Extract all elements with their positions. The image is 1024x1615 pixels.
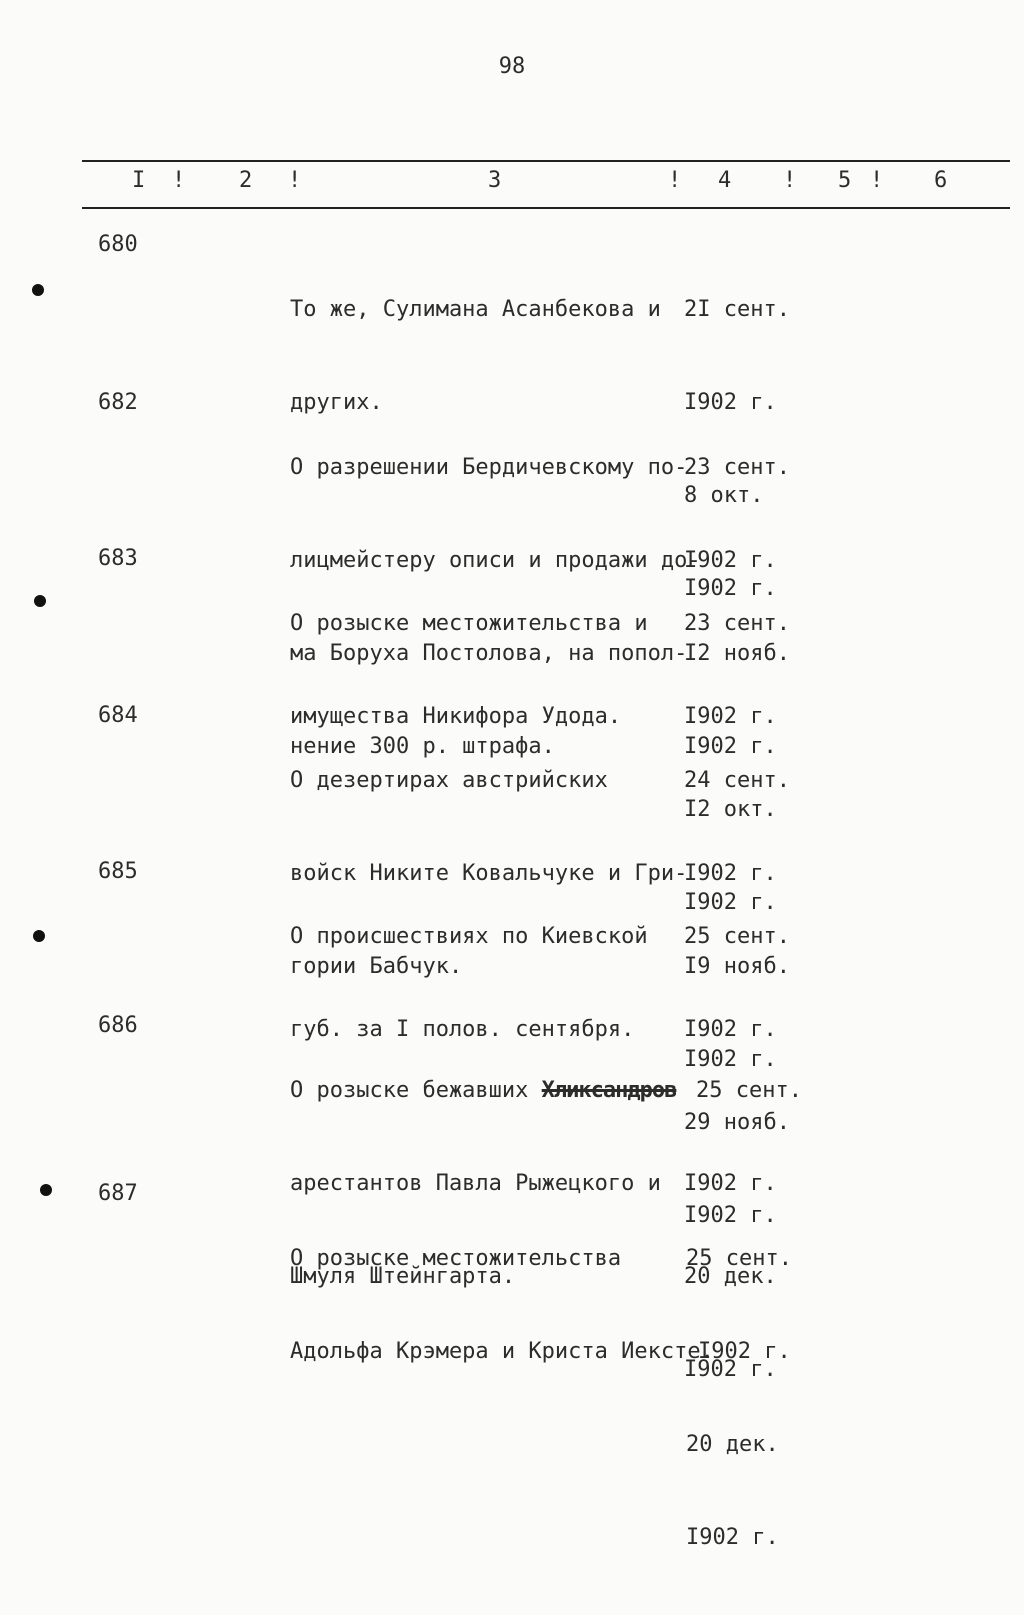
column-separator: ! — [870, 168, 884, 193]
page-number: 98 — [498, 54, 526, 79]
date-line: 25 сент. — [686, 1246, 792, 1271]
entry-number: 686 — [98, 1013, 138, 1038]
description-line: ма Боруха Постолова, на попол- — [290, 641, 688, 666]
description-line: имущества Никифора Удода. — [290, 704, 622, 729]
date-line: I902 г. — [698, 1339, 791, 1364]
date-line: I902 г. — [684, 1203, 777, 1228]
description-line: О происшествиях по Киевской — [290, 924, 648, 949]
date-line: I902 г. — [684, 734, 777, 759]
date-line: 20 дек. — [684, 1264, 777, 1289]
date-line: 24 сент. — [684, 768, 790, 793]
date-line: I902 г. — [684, 1047, 777, 1072]
date-line: I902 г. — [684, 1017, 777, 1042]
description-line: Адольфа Крэмера и Криста Иексте. — [290, 1339, 714, 1364]
entry-number: 687 — [98, 1181, 138, 1206]
date-line: I902 г. — [684, 704, 777, 729]
date-line: I2 нояб. — [684, 641, 790, 666]
entry-number: 685 — [98, 859, 138, 884]
date-line: I902 г. — [684, 861, 777, 886]
struck-out-word: Хликсандров — [541, 1078, 677, 1103]
date-line: 23 сент. — [684, 611, 790, 636]
description-line: О розыске местожительства и — [290, 611, 648, 636]
binding-hole-mark — [33, 930, 45, 942]
binding-hole-mark — [34, 595, 46, 607]
description-line: войск Никите Ковальчуке и Гри- — [290, 861, 688, 886]
date-line: I2 окт. — [684, 797, 777, 822]
entry-description — [290, 1181, 714, 1429]
date-line: I902 г. — [684, 390, 777, 415]
header-top-rule — [82, 160, 1010, 162]
column-separator: ! — [668, 168, 682, 193]
description-line: губ. за I полов. сентября. — [290, 1017, 635, 1042]
date-line: 23 сент. — [684, 455, 790, 480]
column-header-1: I — [132, 168, 146, 193]
entry-number: 684 — [98, 703, 138, 728]
entry-number: 680 — [98, 232, 138, 257]
date-line: I902 г. — [684, 548, 777, 573]
date-line: I902 г. — [686, 1525, 779, 1550]
column-header-3: 3 — [488, 168, 502, 193]
column-separator: ! — [172, 168, 186, 193]
description-line: То же, Сулимана Асанбекова и — [290, 297, 661, 322]
date-line: I902 г. — [684, 1357, 777, 1382]
binding-hole-mark — [32, 284, 44, 296]
date-line: 20 дек. — [686, 1432, 779, 1457]
column-separator: ! — [783, 168, 797, 193]
date-line: I902 г. — [684, 576, 777, 601]
entry-dates — [686, 1181, 792, 1615]
date-line: 29 нояб. — [684, 1110, 790, 1135]
date-line: I9 нояб. — [684, 954, 790, 979]
entry-number: 683 — [98, 546, 138, 571]
date-line: I902 г. — [684, 1171, 777, 1196]
binding-hole-mark — [40, 1184, 52, 1196]
header-bottom-rule — [82, 207, 1010, 209]
date-line: 25 сент. — [684, 924, 790, 949]
description-line: О розыске местожительства — [290, 1246, 622, 1271]
column-header-row — [0, 168, 1024, 198]
description-line: лицмейстеру описи и продажи до- — [290, 548, 701, 573]
description-line: О розыске бежавших — [290, 1078, 529, 1103]
column-header-5: 5 — [838, 168, 852, 193]
description-line: О разрешении Бердичевскому по- — [290, 455, 688, 480]
column-header-2: 2 — [239, 168, 253, 193]
date-line: 8 окт. — [684, 483, 764, 508]
date-line: 2I сент. — [684, 297, 790, 322]
description-line: нение 300 р. штрафа. — [290, 734, 555, 759]
description-line: Шмуля Штейнгарта. — [290, 1264, 516, 1289]
description-line: других. — [290, 390, 383, 415]
column-header-4: 4 — [718, 168, 732, 193]
description-line: арестантов Павла Рыжецкого и — [290, 1171, 661, 1196]
date-line: 25 сент. — [696, 1078, 802, 1103]
column-header-6: 6 — [934, 168, 948, 193]
description-line: гории Бабчук. — [290, 954, 463, 979]
column-separator: ! — [288, 168, 302, 193]
date-line: I902 г. — [684, 890, 777, 915]
entry-number: 682 — [98, 390, 138, 415]
description-line: О дезертирах австрийских — [290, 768, 608, 793]
